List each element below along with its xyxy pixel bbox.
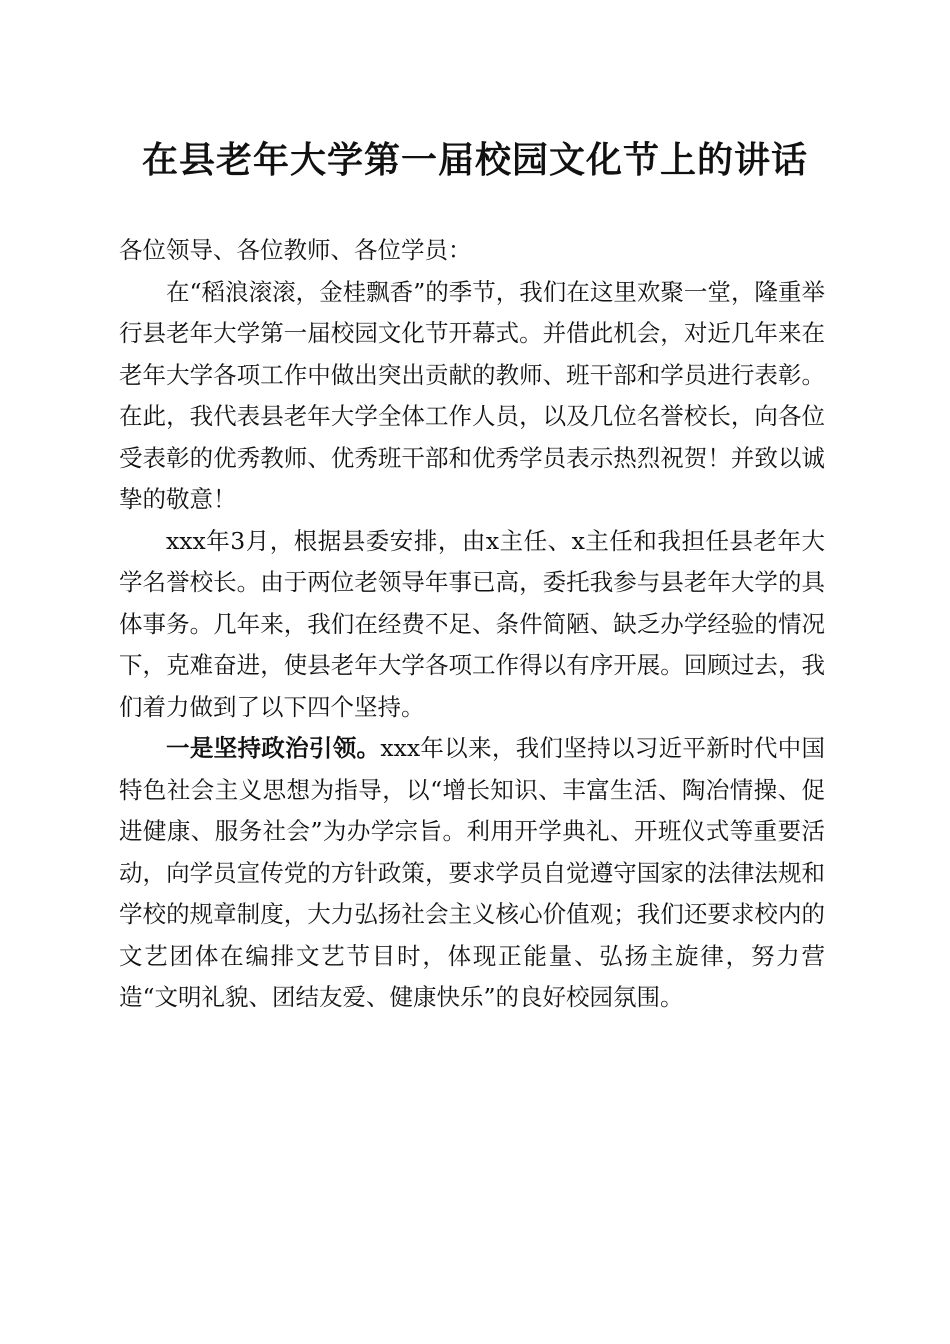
- paragraph-text: xxx年以来，我们坚持以习近平新时代中国特色社会主义思想为指导，以“增长知识、丰富生活、陶冶情操、促进健康、服务社会”为办学宗旨。利用开学典礼、开班仪式等重要活动，向学员宣传党的方针政策，要求学员自觉遵守国家的法律法规和学校的规章制度，大力弘扬社会主义核心价值观；我们还要求校内的文艺团体在编排文艺节目时，体现正能量、弘扬主旋律，努力营造“文明礼貌、团结友爱、健康快乐”的良好校园氛围。: [119, 734, 826, 1011]
- paragraph-political-guidance: [119, 728, 825, 1019]
- paragraph-text: 在“稻浪滚滚，金桂飘香”的季节，我们在这里欢聚一堂，隆重举行县老年大学第一届校园文化节开幕式。并借此机会，对近几年来在老年大学各项工作中做出突出贡献的教师、班干部和学员进行表彰。在此，我代表县老年大学全体工作人员，以及几位名誉校长，向各位受表彰的优秀教师、优秀班干部和优秀学员表示热烈祝贺！并致以诚挚的敬意！: [119, 277, 825, 513]
- paragraph-background: [119, 521, 825, 729]
- document-body: [119, 230, 825, 1019]
- paragraph-opening: [119, 272, 825, 521]
- paragraph-lead: 一是坚持政治引领。: [166, 734, 381, 762]
- salutation: 各位领导、各位教师、各位学员：: [119, 236, 472, 264]
- document-title: 在县老年大学第一届校园文化节上的讲话: [141, 139, 808, 181]
- paragraph-text: xxx年3月，根据县委安排，由x主任、x主任和我担任县老年大学名誉校长。由于两位老领导年事已高，委托我参与县老年大学的具体事务。几年来，我们在经费不足、条件简陋、缺乏办学经验的情况下，克难奋进，使县老年大学各项工作得以有序开展。回顾过去，我们着力做到了以下四个坚持。: [119, 526, 825, 721]
